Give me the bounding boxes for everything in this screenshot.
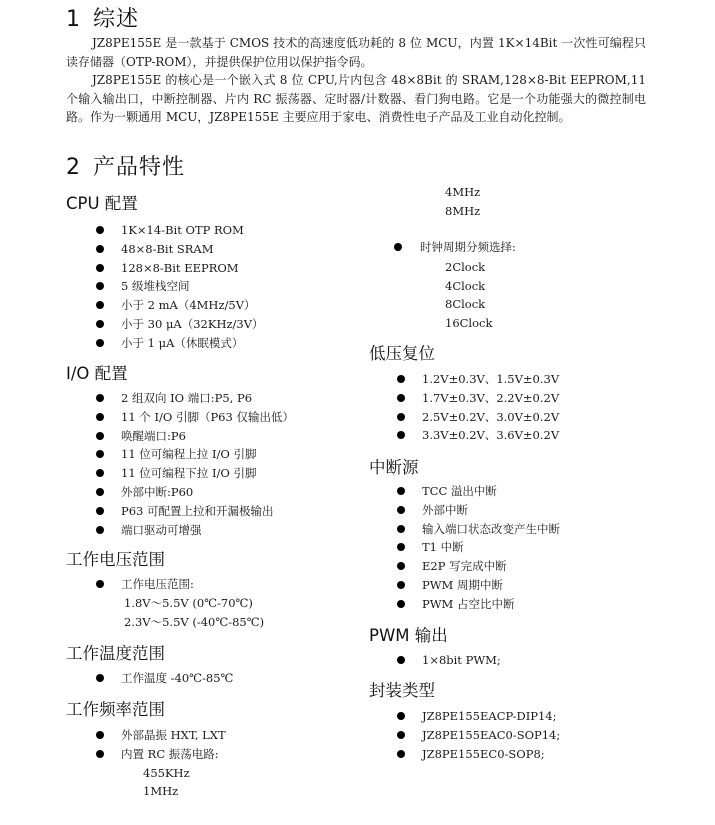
rc-freq-8mhz: 8MHz [445,204,481,218]
bullet-icon [96,469,104,477]
bullet-icon [96,339,104,347]
list-item: 11 个 I/O 引脚（P63 仅输出低） [96,408,294,427]
list-item: P63 可配置上拉和开漏极输出 [96,502,294,521]
list-item: 11 位可编程下拉 I/O 引脚 [96,464,294,483]
bullet-icon [397,562,405,570]
list-item: JZ8PE155EC0-SOP8; [397,745,560,764]
io-list [96,389,294,539]
bullet-icon [397,394,405,402]
list-item: 输入端口状态改变产生中断 [397,520,560,539]
list-item: JZ8PE155EAC0-SOP14; [397,726,560,745]
list-item: 工作电压范围: [96,575,194,594]
list-item: 小于 2 mA（4MHz/5V） [96,296,264,315]
list-item: 外部中断 [397,501,560,520]
bullet-icon [397,413,405,421]
bullet-icon [96,432,104,440]
clock-option-16: 16Clock [445,316,493,330]
list-item: 2.5V±0.2V、3.0V±0.2V [397,408,559,427]
cpu-heading: CPU 配置 [66,194,138,213]
bullet-icon [397,731,405,739]
lvr-list [397,370,559,445]
list-item: 端口驱动可增强 [96,521,294,540]
lvr-heading: 低压复位 [369,344,435,363]
section-2-title: 产品特性 [93,155,186,180]
bullet-icon [397,431,405,439]
list-item: 5 级堆栈空间 [96,277,264,296]
bullet-icon [96,450,104,458]
bullet-icon [96,580,104,588]
list-item: PWM 占空比中断 [397,595,560,614]
bullet-icon [397,600,405,608]
cpu-list [96,221,264,353]
bullet-icon [397,656,405,664]
bullet-icon [96,750,104,758]
bullet-icon [96,488,104,496]
list-item: 小于 30 μA（32KHz/3V） [96,315,264,334]
bullet-icon [96,264,104,272]
package-list [397,707,560,763]
list-item: E2P 写完成中断 [397,557,560,576]
bullet-icon [394,243,402,251]
bullet-icon [397,750,405,758]
bullet-icon [96,282,104,290]
list-item: 2 组双向 IO 端口:P5, P6 [96,389,294,408]
temperature-list [96,669,233,688]
bullet-icon [397,581,405,589]
voltage-range-2: 2.3V～5.5V (-40℃-85℃) [124,615,265,629]
voltage-heading: 工作电压范围 [66,550,165,569]
bullet-icon [96,226,104,234]
bullet-icon [96,731,104,739]
clock-option-8: 8Clock [445,297,486,311]
voltage-list [96,575,194,594]
bullet-icon [397,375,405,383]
interrupt-list [397,482,560,614]
bullet-icon [96,394,104,402]
section-1-title: 综述 [93,7,140,32]
list-item: 1K×14-Bit OTP ROM [96,221,264,240]
list-item: 工作温度 -40℃-85℃ [96,669,233,688]
io-heading: I/O 配置 [66,364,128,383]
bullet-icon [96,320,104,328]
section-1-number: 1 [66,7,81,32]
list-item: 时钟周期分频选择: [394,238,516,257]
list-item: 1×8bit PWM; [397,651,501,670]
overview-paragraph-1: JZ8PE155E 是一款基于 CMOS 技术的高速度低功耗的 8 位 MCU，内置 1K×14Bit 一次性可编程只读存储器（OTP-ROM），并提供保护位用以保护指令码。 [66,36,646,69]
list-item: 外部中断:P60 [96,483,294,502]
list-item: 1.2V±0.3V、1.5V±0.3V [397,370,559,389]
list-item: 小于 1 μA（休眠模式） [96,334,264,353]
interrupt-heading: 中断源 [369,458,419,477]
frequency-list [96,726,226,764]
list-item: TCC 溢出中断 [397,482,560,501]
list-item: JZ8PE155EACP-DIP14; [397,707,560,726]
bullet-icon [397,506,405,514]
pwm-list [397,651,501,670]
bullet-icon [397,543,405,551]
bullet-icon [96,245,104,253]
rc-freq-4mhz: 4MHz [445,185,481,199]
temperature-heading: 工作温度范围 [66,644,165,663]
bullet-icon [96,301,104,309]
package-heading: 封装类型 [369,681,435,700]
list-item: 外部晶振 HXT, LXT [96,726,226,745]
clock-option-2: 2Clock [445,260,486,274]
list-item: 11 位可编程上拉 I/O 引脚 [96,445,294,464]
frequency-heading: 工作频率范围 [66,700,165,719]
bullet-icon [96,507,104,515]
list-item: 唤醒端口:P6 [96,427,294,446]
section-2-heading [66,150,185,181]
bullet-icon [397,712,405,720]
pwm-heading: PWM 输出 [369,626,448,645]
rc-freq-455khz: 455KHz [143,766,190,780]
bullet-icon [96,413,104,421]
clock-option-4: 4Clock [445,279,486,293]
list-item: 内置 RC 振荡电路: [96,745,226,764]
section-2-number: 2 [66,155,81,180]
list-item: PWM 周期中断 [397,576,560,595]
voltage-range-1: 1.8V～5.5V (0℃-70℃) [124,596,253,610]
list-item: 1.7V±0.3V、2.2V±0.2V [397,389,559,408]
list-item: T1 中断 [397,538,560,557]
bullet-icon [96,674,104,682]
section-1-heading [66,2,139,33]
clock-division-list [394,238,516,257]
list-item: 128×8-Bit EEPROM [96,259,264,278]
list-item: 48×8-Bit SRAM [96,240,264,259]
list-item: 3.3V±0.2V、3.6V±0.2V [397,426,559,445]
bullet-icon [96,526,104,534]
rc-freq-1mhz: 1MHz [143,784,179,798]
bullet-icon [397,525,405,533]
bullet-icon [397,487,405,495]
overview-paragraph-2: JZ8PE155E 的核心是一个嵌入式 8 位 CPU,片内包含 48×8Bit 的 SRAM,128×8-Bit EEPROM,11 个输入输出口，中断控制器、片内 RC 振荡器、定时器/计数器、看门狗电路。它是一个功能强大的微控制电路。作为一颗通用 MCU，JZ8PE155E 主要应用于家电、消费性电子产品及工业自动化控制。 [66,73,646,125]
